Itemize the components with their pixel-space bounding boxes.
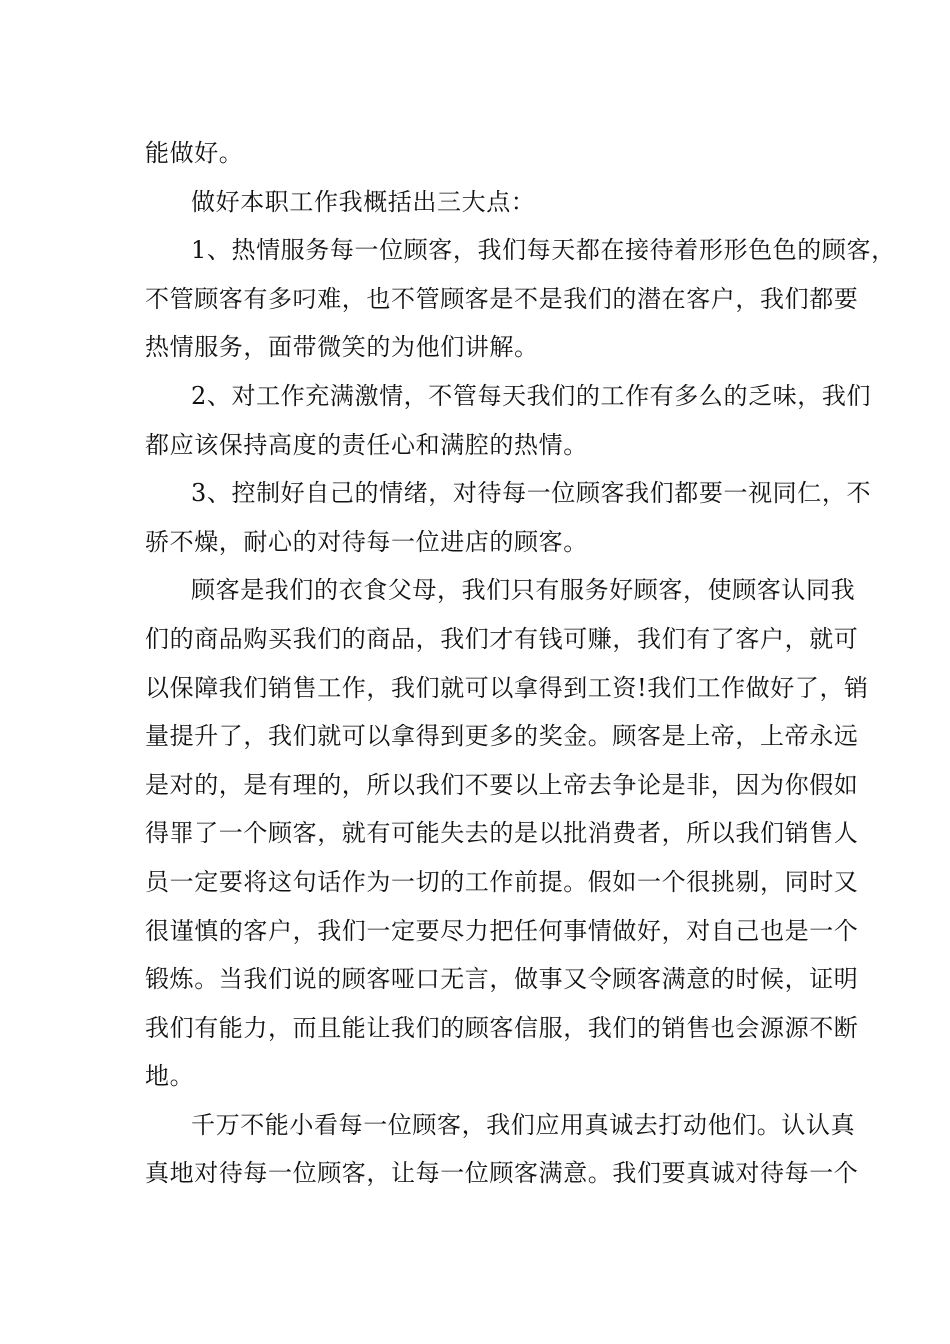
text-line: 是对的，是有理的，所以我们不要以上帝去争论是非，因为你假如 <box>145 770 859 799</box>
text-line: 都应该保持高度的责任心和满腔的热情。 <box>145 430 588 459</box>
text-line: 我们有能力，而且能让我们的顾客信服，我们的销售也会源源不断 <box>145 1013 859 1042</box>
paragraph-first-line: 千万不能小看每一位顾客，我们应用真诚去打动他们。认认真 <box>191 1110 856 1139</box>
text-line: 以保障我们销售工作，我们就可以拿得到工资!我们工作做好了，销 <box>145 673 869 702</box>
paragraph-first-line: 顾客是我们的衣食父母，我们只有服务好顾客，使顾客认同我 <box>191 576 856 605</box>
text-line: 地。 <box>145 1062 195 1091</box>
text-line: 真地对待每一位顾客，让每一位顾客满意。我们要真诚对待每一个 <box>145 1159 859 1188</box>
paragraph-first-line: 2、对工作充满激情，不管每天我们的工作有多么的乏味，我们 <box>191 381 872 410</box>
text-line: 热情服务，面带微笑的为他们讲解。 <box>145 333 539 362</box>
text-line: 员一定要将这句话作为一切的工作前提。假如一个很挑剔，同时又 <box>145 867 859 896</box>
text-line: 锻炼。当我们说的顾客哑口无言，做事又令顾客满意的时候，证明 <box>145 965 859 994</box>
paragraph-first-line: 1、热情服务每一位顾客，我们每天都在接待着形形色色的顾客， <box>191 236 896 265</box>
text-line: 们的商品购买我们的商品，我们才有钱可赚，我们有了客户，就可 <box>145 624 859 653</box>
text-line: 量提升了，我们就可以拿得到更多的奖金。顾客是上帝，上帝永远 <box>145 722 859 751</box>
text-line: 能做好。 <box>145 139 244 167</box>
text-line: 得罪了一个顾客，就有可能失去的是以批消费者，所以我们销售人 <box>145 819 859 848</box>
text-line: 很谨慎的客户，我们一定要尽力把任何事情做好，对自己也是一个 <box>145 916 859 945</box>
text-line: 骄不燥，耐心的对待每一位进店的顾客。 <box>145 527 588 556</box>
text-line: 不管顾客有多叼难，也不管顾客是不是我们的潜在客户，我们都要 <box>145 284 859 313</box>
paragraph-first-line: 做好本职工作我概括出三大点： <box>191 187 536 216</box>
paragraph-first-line: 3、控制好自己的情绪，对待每一位顾客我们都要一视同仁，不 <box>191 479 872 508</box>
document-body <box>145 129 896 1198</box>
